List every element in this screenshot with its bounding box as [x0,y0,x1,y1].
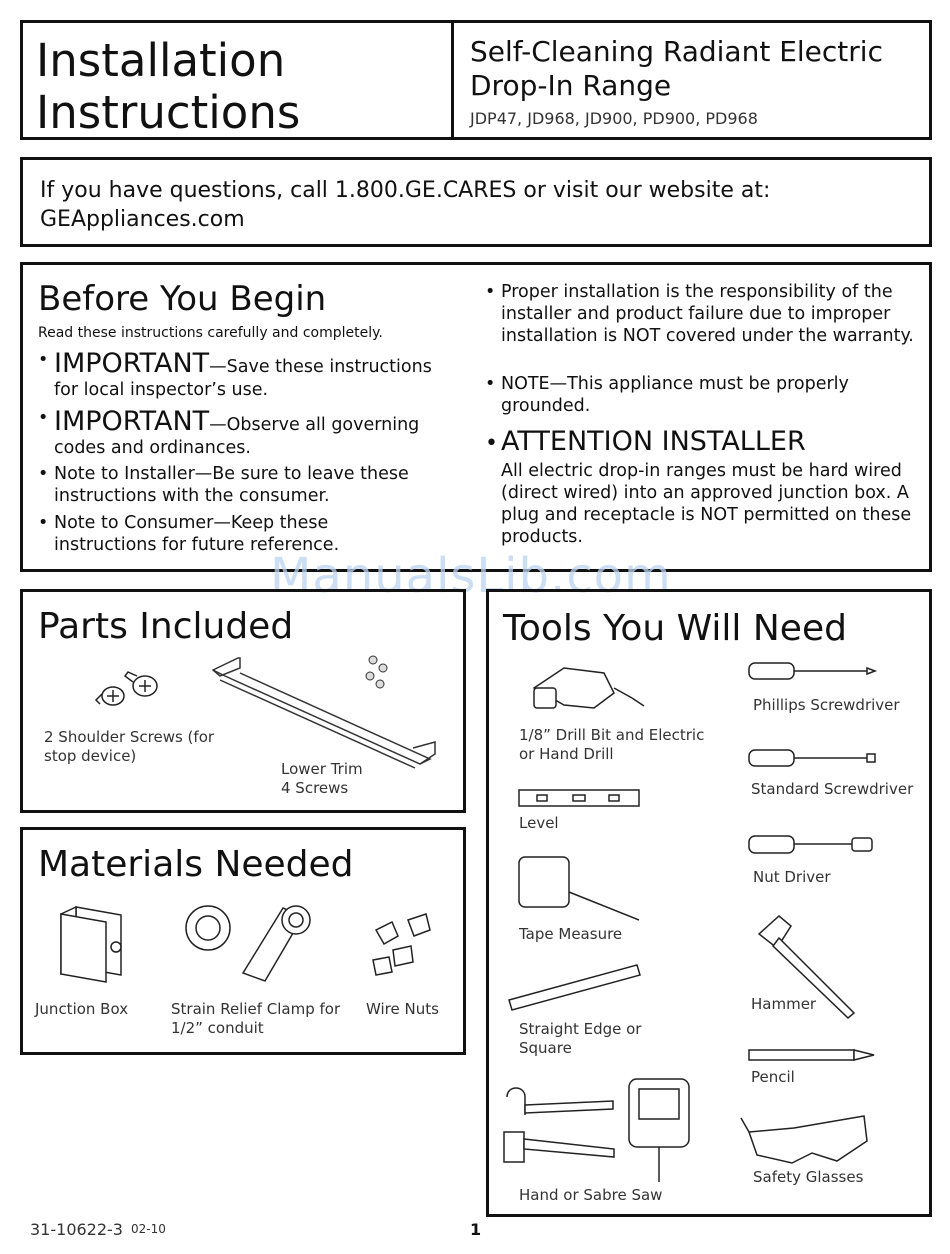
parts-included-section [20,589,466,813]
strain-relief-clamp-icon [178,898,328,988]
contact-box [20,157,932,247]
material-caption: Strain Relief Clamp for 1/2” conduit [171,1000,341,1037]
document-title: Installation Instructions [36,34,301,139]
material-caption: Wire Nuts [366,1000,439,1018]
bullet-text: All electric drop-in ranges must be hard wired (direct wired) into an approved junction box. A plug and receptacle is NOT permitted on these products. [501,461,912,547]
tool-caption: Straight Edge or Square [519,1020,642,1057]
bullet-text: Proper installation is the responsibility of the installer and product failure due to improper installation is NOT covered under the warranty. [501,282,914,346]
tool-caption: Tape Measure [519,925,623,943]
lower-trim-icon [208,650,438,770]
bullet-text: Note to Installer—Be sure to leave these instructions with the consumer. [54,464,409,506]
bullet-lead: ATTENTION INSTALLER [501,426,806,457]
shoulder-screws-icon [93,664,163,714]
tool-caption: Standard Screwdriver [751,780,914,798]
drill-icon [529,658,649,723]
tool-caption: Hammer [751,995,817,1013]
safety-glasses-icon [739,1110,874,1170]
bullet-icon: • [38,513,49,533]
header-divider [451,23,454,137]
bullet-item [485,373,901,417]
bullet-text: —Save these instructions for local inspector’s use. [54,357,432,400]
part-caption: Lower Trim 4 Screws [281,760,363,797]
bullet-icon: • [485,282,496,302]
tool-caption: Pencil [751,1068,795,1086]
bullet-item [485,281,921,347]
bullet-item [485,426,921,548]
straight-edge-icon [507,962,642,1012]
phillips-screwdriver-icon [747,660,877,684]
document-code: 31-10622-3 [30,1220,123,1239]
section-title: Before You Begin [38,279,327,319]
bullet-lead: IMPORTANT [54,348,210,379]
bullet-text: Note to Consumer—Keep these instructions for future reference. [54,513,340,555]
bullet-text: —Observe all governing codes and ordinances. [54,415,420,458]
product-name: Self-Cleaning Radiant Electric Drop-In Range [470,35,883,102]
part-caption: 2 Shoulder Screws (for stop device) [44,728,215,765]
standard-screwdriver-icon [747,747,877,771]
section-intro: Read these instructions carefully and completely. [38,325,383,341]
bullet-item [38,406,434,459]
tape-measure-icon [517,854,647,922]
material-caption: Junction Box [35,1000,129,1018]
bullet-icon: • [485,431,498,456]
tool-caption: Nut Driver [753,868,831,886]
tool-caption: Safety Glasses [753,1168,864,1186]
watermark: ManualsLib.com [270,548,672,604]
before-you-begin-section [20,262,932,572]
bullet-item [38,348,434,401]
document-date: 02-10 [131,1222,166,1236]
materials-needed-section [20,827,466,1055]
junction-box-icon [56,902,131,987]
contact-text: If you have questions, call 1.800.GE.CARES or visit our website at: GEAppliances.com [40,178,771,232]
bullet-icon: • [38,464,49,484]
section-title: Tools You Will Need [503,608,847,649]
level-icon [517,787,642,811]
bullet-text: NOTE—This appliance must be properly grounded. [501,374,849,416]
tools-section [486,589,932,1217]
page-number: 1 [470,1220,482,1239]
saw-icon [499,1077,739,1187]
section-title: Materials Needed [38,844,354,885]
wire-nuts-icon [368,910,438,980]
bullet-lead: IMPORTANT [54,406,210,437]
header-box [20,20,932,140]
nut-driver-icon [747,832,877,858]
tool-caption: Phillips Screwdriver [753,696,900,714]
bullet-icon: • [38,408,49,428]
section-title: Parts Included [38,606,294,647]
bullet-icon: • [38,350,49,370]
tool-caption: 1/8” Drill Bit and Electric or Hand Drill [519,726,705,763]
tool-caption: Hand or Sabre Saw [519,1186,663,1204]
bullet-icon: • [485,374,496,394]
model-numbers: JDP47, JD968, JD900, PD900, PD968 [470,109,758,128]
tool-caption: Level [519,814,559,832]
bullet-item [38,463,434,507]
pencil-icon [747,1047,877,1063]
